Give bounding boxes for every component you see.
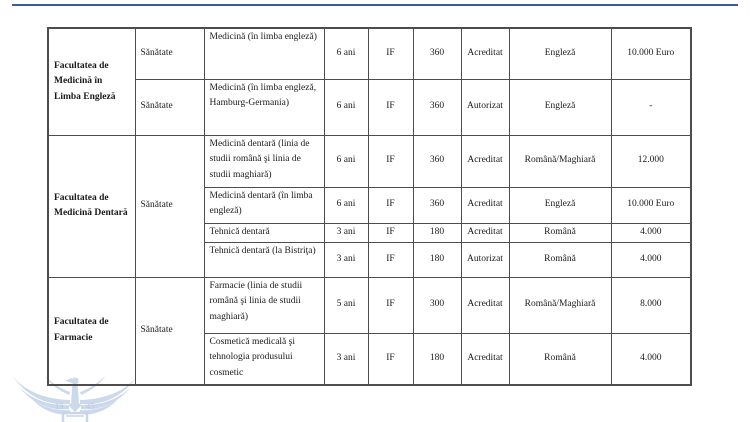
cell-accreditation: Acreditat <box>461 187 509 223</box>
cell-accreditation: Acreditat <box>461 277 509 333</box>
cell-faculty: Facultatea de Medicină Dentară <box>48 135 135 277</box>
cell-language: Română <box>509 333 611 385</box>
cell-domain: Sănătate <box>135 277 204 385</box>
cell-language: Engleză <box>509 79 611 135</box>
table-row <box>48 277 691 333</box>
cell-language: Română/Maghiară <box>509 277 611 333</box>
cell-program: Farmacie (linia de studii română şi linia de studii maghiară) <box>204 277 324 333</box>
cell-duration: 6 ani <box>324 79 368 135</box>
table-row <box>48 135 691 187</box>
cell-program: Cosmetică medicală şi tehnologia produsului cosmetic <box>204 333 324 385</box>
cell-form: IF <box>368 223 413 242</box>
cell-fee: - <box>611 79 691 135</box>
faculties-programs-table <box>47 27 692 386</box>
emblem-year-right: 45 <box>86 401 95 411</box>
cell-language: Română/Maghiară <box>509 135 611 187</box>
cell-accreditation: Acreditat <box>461 28 509 79</box>
emblem-year-left: 19 <box>55 401 64 411</box>
cell-duration: 6 ani <box>324 187 368 223</box>
cell-credits: 300 <box>413 277 461 333</box>
cell-faculty: Facultatea de Medicină în Limba Engleză <box>48 28 135 135</box>
cell-accreditation: Acreditat <box>461 223 509 242</box>
cell-form: IF <box>368 333 413 385</box>
cell-fee: 12.000 <box>611 135 691 187</box>
cell-credits: 180 <box>413 223 461 242</box>
cell-domain: Sănătate <box>135 28 204 79</box>
cell-duration: 3 ani <box>324 242 368 277</box>
cell-fee: 4.000 <box>611 333 691 385</box>
cell-faculty: Facultatea de Farmacie <box>48 277 135 385</box>
cell-form: IF <box>368 79 413 135</box>
cell-credits: 360 <box>413 187 461 223</box>
cell-accreditation: Autorizat <box>461 79 509 135</box>
cell-credits: 360 <box>413 79 461 135</box>
cell-fee: 4.000 <box>611 223 691 242</box>
cell-credits: 180 <box>413 333 461 385</box>
cell-credits: 180 <box>413 242 461 277</box>
cell-fee: 4.000 <box>611 242 691 277</box>
cell-program: Medicină dentară (în limba engleză) <box>204 187 324 223</box>
cell-accreditation: Acreditat <box>461 135 509 187</box>
cell-form: IF <box>368 242 413 277</box>
cell-duration: 5 ani <box>324 277 368 333</box>
cell-fee: 10.000 Euro <box>611 28 691 79</box>
cell-form: IF <box>368 135 413 187</box>
cell-language: Engleză <box>509 28 611 79</box>
cell-fee: 10.000 Euro <box>611 187 691 223</box>
table-row <box>48 79 691 135</box>
cell-credits: 360 <box>413 135 461 187</box>
cell-program: Medicină (în limba engleză, Hamburg-Germania) <box>204 79 324 135</box>
cell-language: Română <box>509 242 611 277</box>
cell-language: Engleză <box>509 187 611 223</box>
cell-accreditation: Acreditat <box>461 333 509 385</box>
cell-duration: 6 ani <box>324 28 368 79</box>
cell-program: Medicină dentară (linia de studii română şi linia de studii maghiară) <box>204 135 324 187</box>
cell-domain: Sănătate <box>135 135 204 277</box>
cell-form: IF <box>368 28 413 79</box>
header-divider-rule <box>12 4 738 6</box>
cell-accreditation: Autorizat <box>461 242 509 277</box>
cell-form: IF <box>368 187 413 223</box>
cell-credits: 360 <box>413 28 461 79</box>
cell-program: Medicină (în limba engleză) <box>204 28 324 79</box>
cell-duration: 3 ani <box>324 223 368 242</box>
cell-language: Română <box>509 223 611 242</box>
cell-program: Tehnică dentară (la Bistriţa) <box>204 242 324 277</box>
table-row <box>48 28 691 79</box>
cell-domain: Sănătate <box>135 79 204 135</box>
cell-program: Tehnică dentară <box>204 223 324 242</box>
cell-fee: 8.000 <box>611 277 691 333</box>
cell-form: IF <box>368 277 413 333</box>
cell-duration: 3 ani <box>324 333 368 385</box>
cell-duration: 6 ani <box>324 135 368 187</box>
